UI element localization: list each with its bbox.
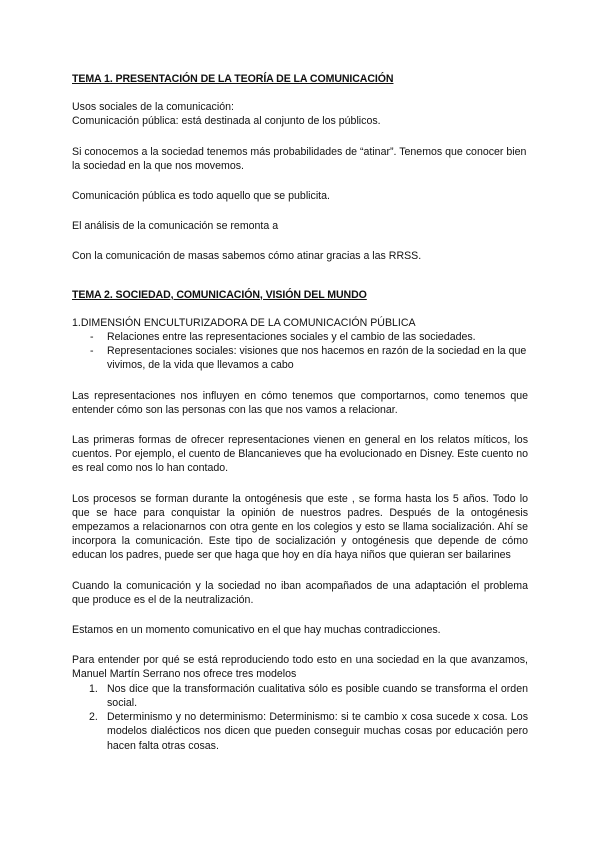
bullet-list (72, 330, 528, 373)
numbered-list (72, 682, 528, 753)
section-title: 1.DIMENSIÓN ENCULTURIZADORA DE LA COMUNICACIÓN PÚBLICA (72, 316, 416, 329)
list-item (72, 710, 528, 753)
list-item: - Representaciones sociales: visiones que nos hacemos en razón de la sociedad en la que vivimos, de la vida que llevamos a cabo (72, 344, 528, 372)
list-item-text: Nos dice que la transformación cualitativa sólo es posible cuando se transforma el orden social. (107, 682, 528, 709)
tema1-paragraph: El análisis de la comunicación se remonta a (72, 220, 279, 233)
tema2-paragraph: Cuando la comunicación y la sociedad no iban acompañados de una adaptación el problema que produce es el de la neutralización. (72, 579, 528, 606)
tema2-paragraph: Las representaciones nos influyen en cómo tenemos que comportarnos, como tenemos que entender cómo son las personas con las que nos vamos a relacionar. (72, 389, 528, 416)
tema2-paragraph: Los procesos se forman durante la ontogénesis que este , se forma hasta los 5 años. Todo lo que se hace para conquistar la opinión de nuestros padres. Después de la ontogénesis empezamos a relacionarnos con otra gente en los colegios y esto se llama socialización. Ahí se incorpora la comunicación. Este tipo de socialización y ontogénesis que depende de cómo educan los padres, puede ser que haga que hoy en día haya niños que quieran ser bailarines (72, 492, 528, 562)
list-item-number: 2. (89, 711, 98, 724)
tema1-paragraph: Comunicación pública es todo aquello que se publicita. (72, 190, 330, 203)
tema2-paragraph: Las primeras formas de ofrecer representaciones vienen en general en los relatos míticos, los cuentos. Por ejemplo, el cuento de Blancanieves que ha evolucionado en Disney. Este cuento no es real como nos lo han contado. (72, 434, 528, 475)
tema1-paragraph: Con la comunicación de masas sabemos cómo atinar gracias a las RRSS. (72, 250, 422, 263)
tema2-paragraph: Estamos en un momento comunicativo en el que hay muchas contradicciones. (72, 624, 441, 637)
tema1-paragraph: Si conocemos a la sociedad tenemos más probabilidades de “atinar”. Tenemos que conocer bien la sociedad en la que nos movemos. (72, 145, 527, 172)
document-content (72, 72, 528, 753)
list-item-number: 1. (89, 682, 98, 695)
tema1-paragraph: Comunicación pública: está destinada al conjunto de los públicos. (72, 115, 381, 128)
tema1-heading: TEMA 1. PRESENTACIÓN DE LA TEORÍA DE LA COMUNICACIÓN (72, 73, 394, 85)
list-item (72, 682, 528, 710)
tema2-paragraph: Para entender por qué se está reproduciendo todo esto en una sociedad en la que avanzamos, Manuel Martín Serrano nos ofrece tres modelos (72, 654, 528, 681)
list-item-text: Determinismo y no determinismo: Determinismo: si te cambio x cosa sucede x cosa. Los modelos dialécticos nos dicen que pueden conseguir muchas cosas por educación pero hacen falta otras cosas. (107, 711, 528, 752)
list-item: - Relaciones entre las representaciones sociales y el cambio de las sociedades. (72, 330, 528, 344)
tema1-paragraph: Usos sociales de la comunicación: (72, 101, 234, 114)
tema2-heading: TEMA 2. SOCIEDAD, COMUNICACIÓN, VISIÓN DEL MUNDO (72, 288, 367, 301)
